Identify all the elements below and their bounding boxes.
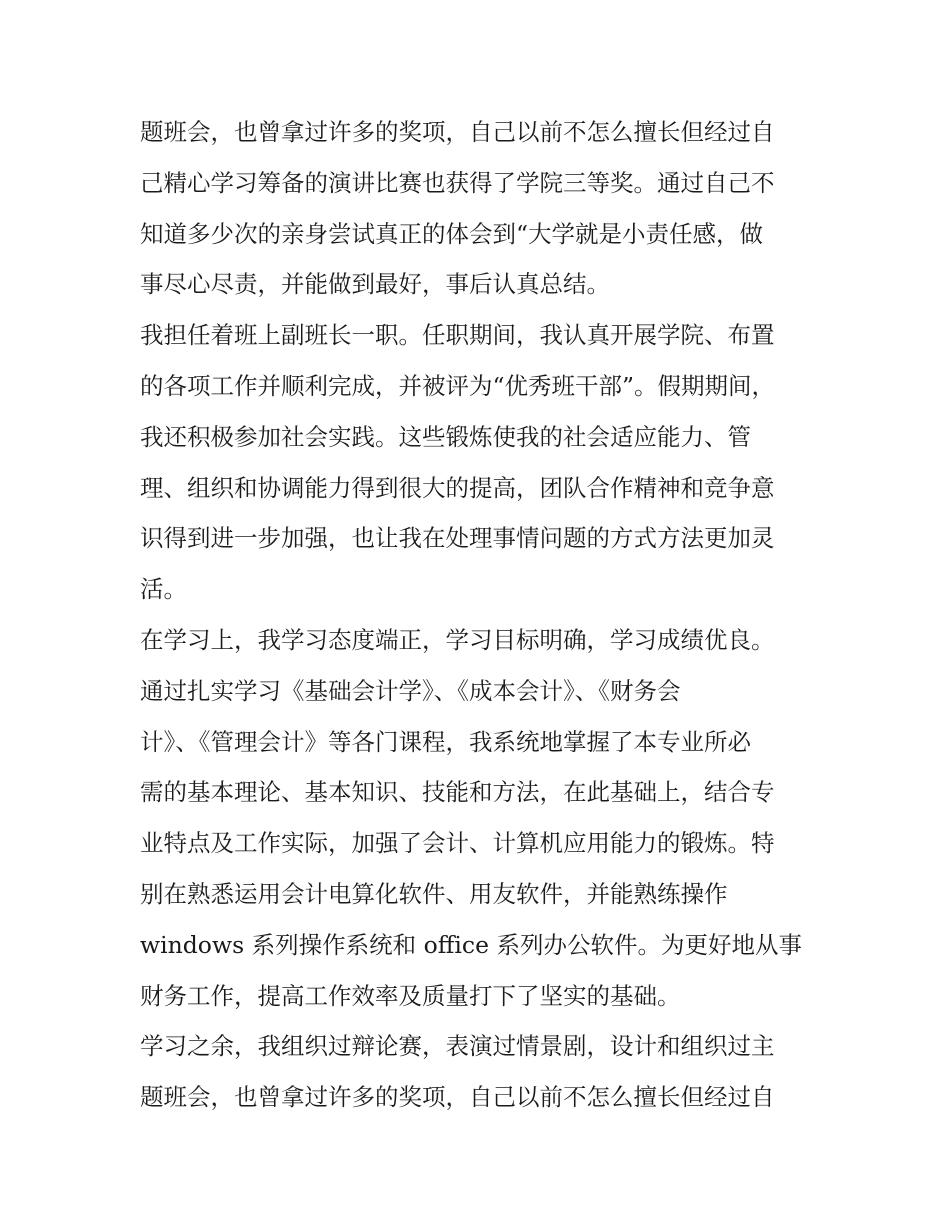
text-line: 题班会，也曾拿过许多的奖项，自己以前不怎么擅长但经过自	[140, 118, 775, 146]
text-line: 我还积极参加社会实践。这些锻炼使我的社会适应能力、管	[140, 422, 751, 451]
text-line: 的各项工作并顺利完成，并被评为“优秀班干部”。假期期间，	[140, 371, 776, 400]
text-line: 活。	[140, 575, 187, 604]
text-line: 业特点及工作实际，加强了会计、计算机应用能力的锻炼。特	[140, 829, 775, 858]
text-line: 事尽心尽责，并能做到最好，事后认真总结。	[140, 270, 610, 299]
text-line: 计》、《管理会计》等各门课程，我系统地掌握了本专业所必	[140, 727, 751, 756]
text-line: 需的基本理论、基本知识、技能和方法，在此基础上，结合专	[140, 778, 775, 807]
text-line: 知道多少次的亲身尝试真正的体会到“大学就是小责任感，做	[140, 219, 764, 248]
text-line: windows 系列操作系统和 office 系列办公软件。为更好地从事	[140, 930, 802, 959]
text-line: 理、组织和协调能力得到很大的提高，团队合作精神和竞争意	[140, 473, 775, 502]
text-line: 识得到进一步加强，也让我在处理事情问题的方式方法更加灵	[140, 524, 775, 553]
text-line: 在学习上，我学习态度端正，学习目标明确，学习成绩优良。	[140, 625, 775, 654]
body-text	[140, 107, 830, 1123]
text-line: 通过扎实学习《基础会计学》、《成本会计》、《财务会	[140, 676, 681, 705]
text-line: 题班会，也曾拿过许多的奖项，自己以前不怎么擅长但经过自	[140, 1083, 775, 1112]
text-line: 我担任着班上副班长一职。任职期间，我认真开展学院、布置	[140, 321, 775, 350]
text-line: 财务工作，提高工作效率及质量打下了坚实的基础。	[140, 981, 681, 1010]
text-line: 学习之余，我组织过辩论赛，表演过情景剧，设计和组织过主	[140, 1032, 775, 1061]
text-line: 己精心学习筹备的演讲比赛也获得了学院三等奖。通过自己不	[140, 168, 775, 197]
text-line: 别在熟悉运用会计电算化软件、用友软件，并能熟练操作	[140, 879, 728, 908]
